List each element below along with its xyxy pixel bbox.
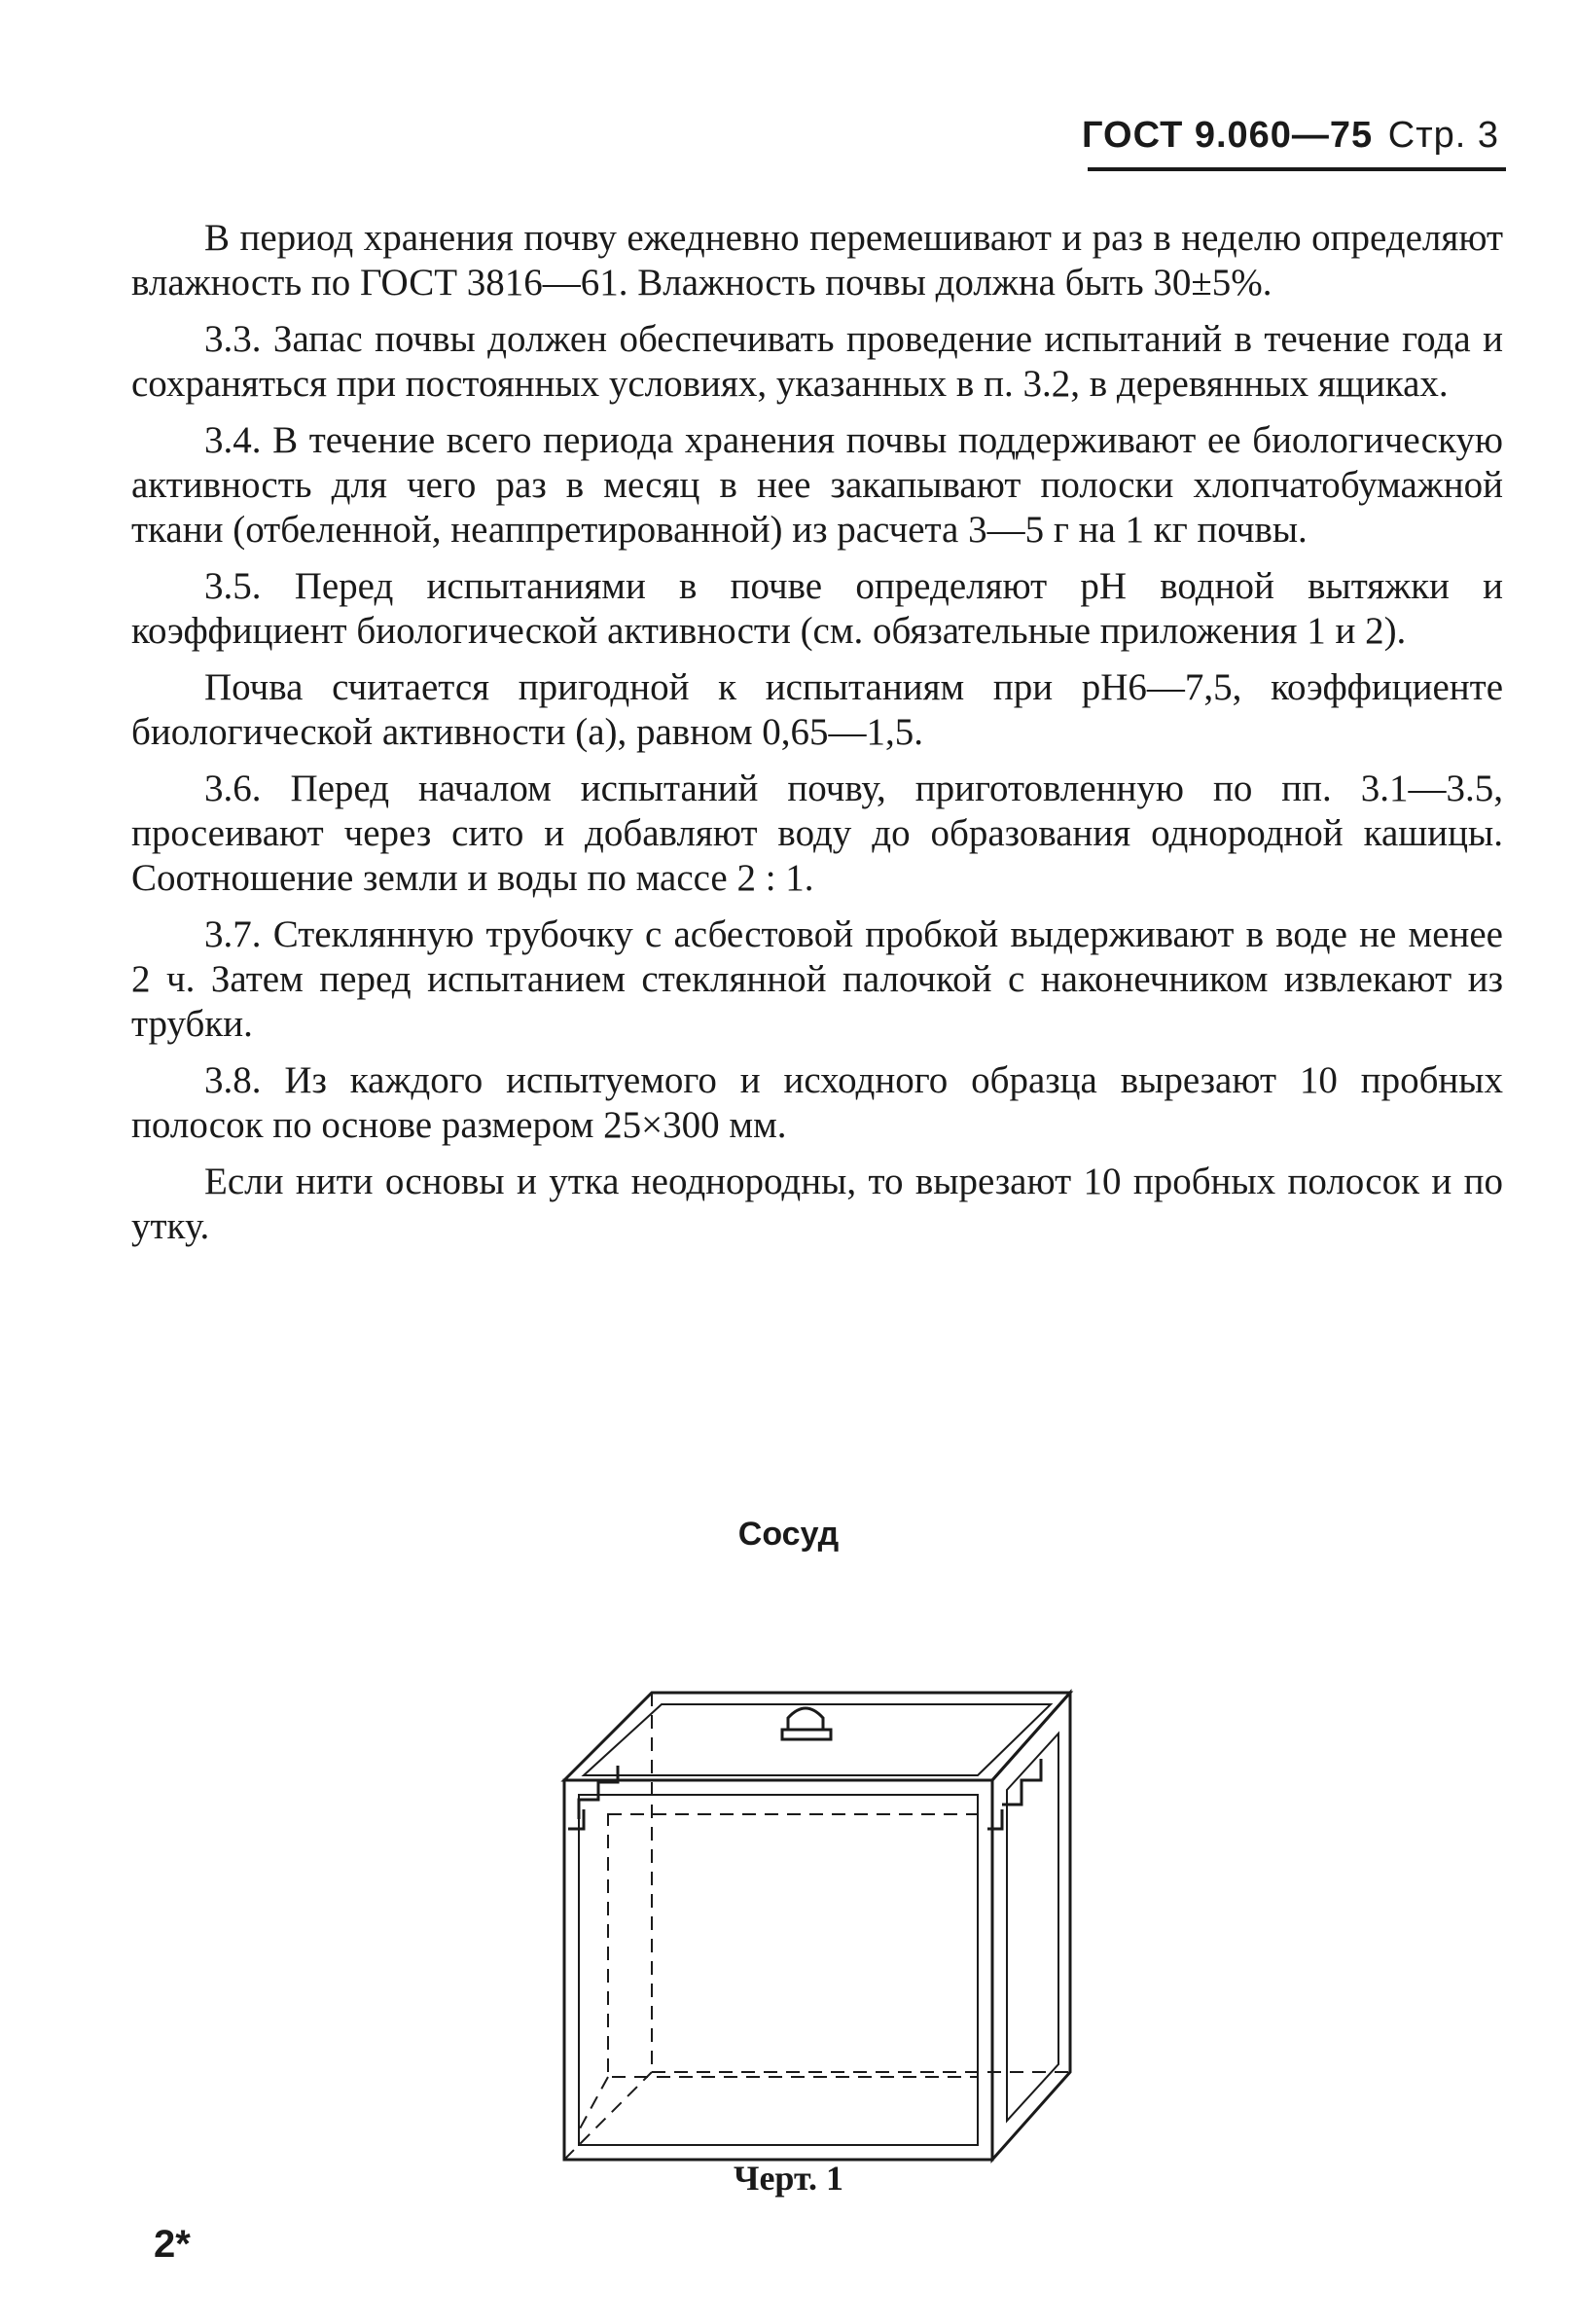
hinge-right-2 [987, 1809, 1002, 1829]
signature-mark: 2* [154, 2223, 191, 2266]
paragraph: 3.8. Из каждого испытуемого и исходного образца вырезают 10 пробных полосок по основе размером 25×300 мм. [131, 1059, 1503, 1146]
paragraph: 3.6. Перед началом испытаний почву, приготовленную по пп. 3.1—3.5, просеивают через сито и добавляют воду до образования однородной кашицы. Соотношение земли и воды по массе 2 : 1. [131, 768, 1503, 899]
figure-caption: Черт. 1 [734, 2159, 843, 2198]
standard-number: ГОСТ 9.060—75 [1081, 115, 1374, 156]
top-frame [564, 1693, 1070, 1780]
page-header [1082, 115, 1499, 157]
paragraph: 3.7. Стеклянную трубочку с асбестовой пробкой выдерживают в воде не менее 2 ч. Затем перед испытанием стеклянной палочкой с наконечником извлекают из трубки. [131, 913, 1503, 1045]
paragraph: Почва считается пригодной к испытаниям при pH6—7,5, коэффициенте биологической активности (a), равном 0,65—1,5. [131, 666, 1503, 753]
hidden-edge [579, 2077, 608, 2130]
paragraph: 3.5. Перед испытаниями в почве определяют pH водной вытяжки и коэффициент биологической активности (см. обязательные приложения 1 и 2). [131, 565, 1503, 652]
paragraph: 3.4. В течение всего периода хранения почвы поддерживают ее биологическую активность для чего раз в месяц в нее закапывают полоски хлопчатобумажной ткани (отбеленной, неаппретированной) из расчета 3—5 г на 1 кг почвы. [131, 419, 1503, 551]
page-number: Стр. 3 [1387, 115, 1499, 156]
hinge-left-2 [568, 1809, 584, 1829]
front-inner [579, 1795, 978, 2145]
paragraph: 3.3. Запас почвы должен обеспечивать проведение испытаний в течение года и сохраняться при постоянных условиях, указанных в п. 3.2, в деревянных ящиках. [131, 318, 1503, 405]
paragraph: В период хранения почву ежедневно перемешивают и раз в неделю определяют влажность по ГОСТ 3816—61. Влажность почвы должна быть 30±5%. [131, 217, 1503, 304]
hidden-inner [608, 1814, 978, 2077]
paragraph: Если нити основы и утка неоднородны, то вырезают 10 пробных полосок и по утку. [131, 1161, 1503, 1247]
lid-handle [782, 1708, 831, 1739]
body-text [131, 216, 1503, 1261]
figure-title: Сосуд [737, 1516, 840, 1553]
header-rule [1088, 167, 1506, 171]
hidden-edge [564, 2072, 652, 2160]
right-inner [1007, 1734, 1058, 2121]
vessel-drawing [545, 1673, 1090, 2199]
front-frame [564, 1780, 992, 2160]
